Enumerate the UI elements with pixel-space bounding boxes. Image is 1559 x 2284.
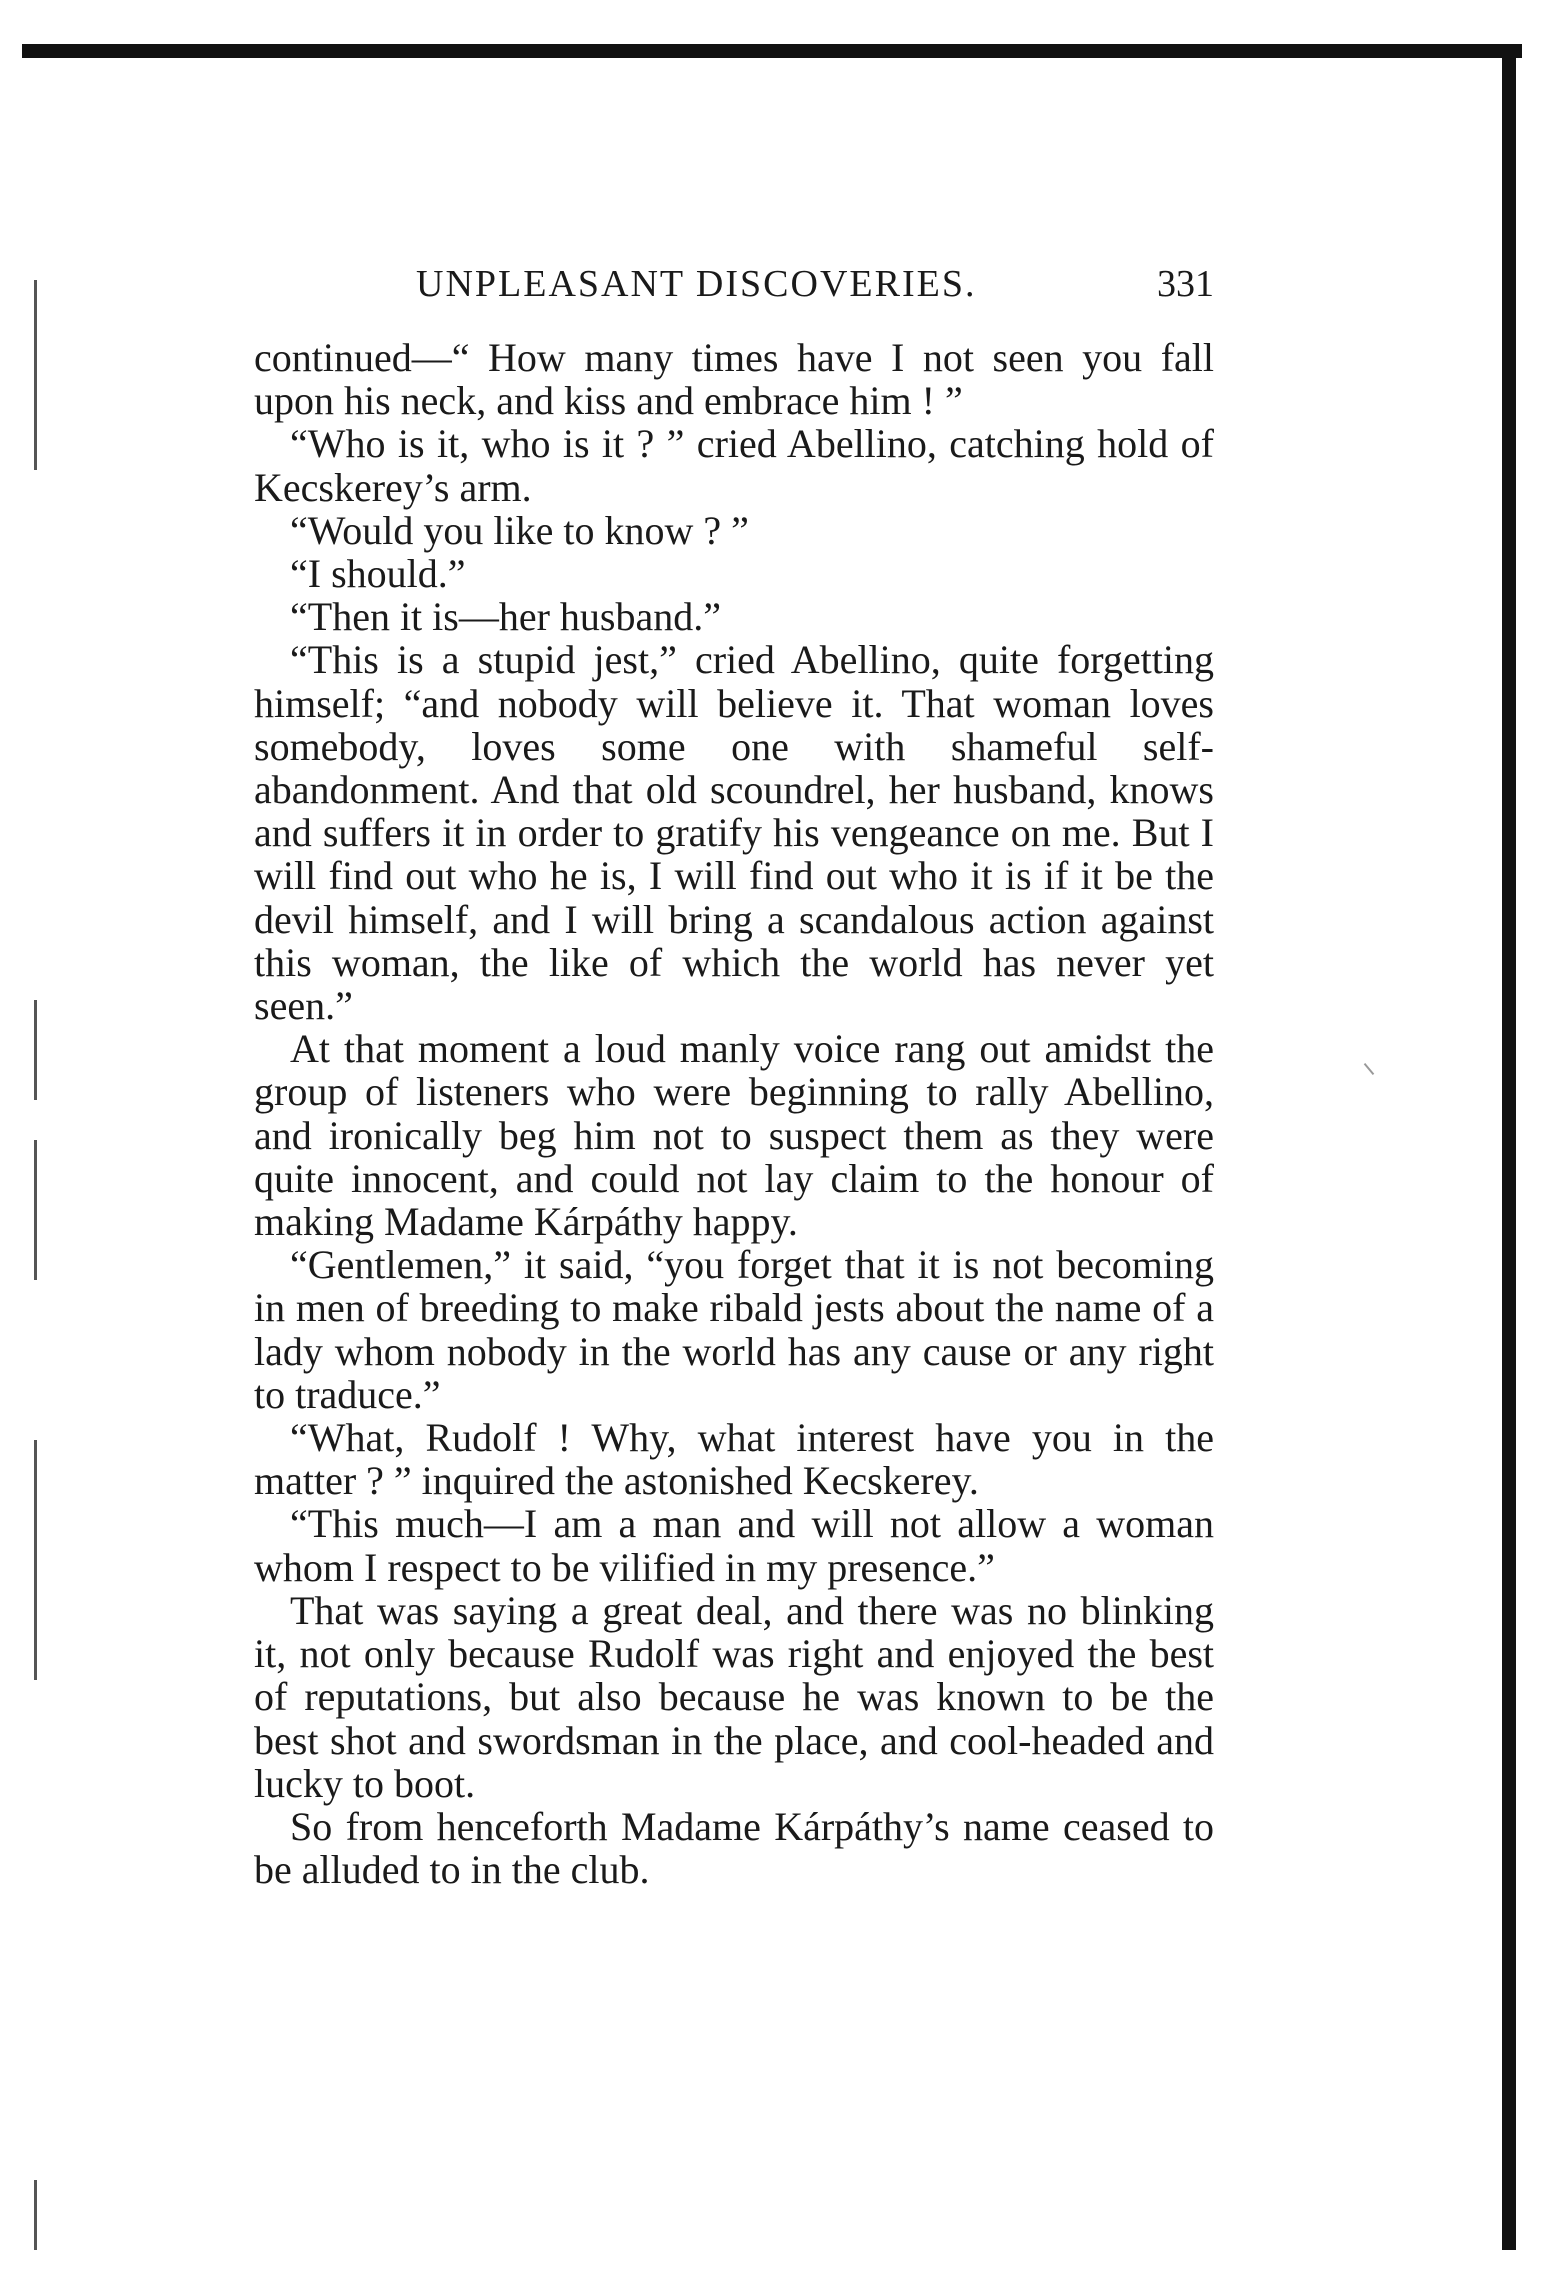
paragraph: So from henceforth Madame Kárpáthy’s name ceased to be alluded to in the club. — [254, 1803, 1214, 1893]
margin-mark — [34, 1140, 37, 1280]
page-right-rule — [1502, 50, 1516, 2250]
margin-mark — [34, 2180, 37, 2250]
running-title: UNPLEASANT DISCOVERIES. — [416, 263, 977, 305]
paragraph: “What, Rudolf ! Why, what interest have you in the matter ? ” inquired the astonished Kecskerey. — [254, 1415, 1214, 1504]
paragraph: “Would you like to know ? ” — [290, 507, 749, 553]
page-number: 331 — [1157, 263, 1214, 305]
paragraph: “Then it is—her husband.” — [290, 594, 721, 640]
margin-mark — [34, 280, 37, 470]
paragraph: “This much—I am a man and will not allow a woman whom I respect to be vilified in my presence.” — [254, 1501, 1214, 1590]
paragraph: That was saying a great deal, and there was no blinking it, not only because Rudolf was right and enjoyed the best of reputations, but also because he was known to be the best shot and swordsman in the place, and cool-headed and lucky to boot. — [254, 1587, 1214, 1806]
paragraph: “Gentlemen,” it said, “you forget that it is not becoming in men of breeding to make ribald jests about the name of a lady whom nobody in the world has any cause or any right to traduce.” — [254, 1242, 1214, 1417]
paragraph: continued—“ How many times have I not seen you fall upon his neck, and kiss and embrace him ! ” — [254, 335, 1214, 424]
scan-speck — [1364, 1063, 1375, 1075]
margin-mark — [34, 1000, 37, 1100]
paragraph: “This is a stupid jest,” cried Abellino, quite forgetting himself; “and nobody will believe it. That woman loves somebody, loves some one with shameful self-abandonment. And that old scoundrel, her husband, knows and suffers it in order to gratify his vengeance on me. But I will find out who he is, I will find out who it is if it be the devil himself, and I will bring a scandalous action against this woman, the like of which the world has never yet seen.” — [254, 637, 1214, 1029]
paragraph: “Who is it, who is it ? ” cried Abellino, catching hold of Kecskerey’s arm. — [254, 421, 1214, 510]
paragraph: “I should.” — [290, 551, 466, 597]
page-header — [254, 262, 1214, 312]
paragraph: At that moment a loud manly voice rang out amidst the group of listeners who were beginning to rally Abellino, and ironically beg him not to suspect them as they were quite innocent, and could not lay claim to the honour of making Madame Kárpáthy happy. — [254, 1026, 1214, 1245]
margin-mark — [34, 1440, 37, 1680]
page-top-rule — [22, 44, 1522, 58]
body-text — [254, 336, 1214, 1891]
